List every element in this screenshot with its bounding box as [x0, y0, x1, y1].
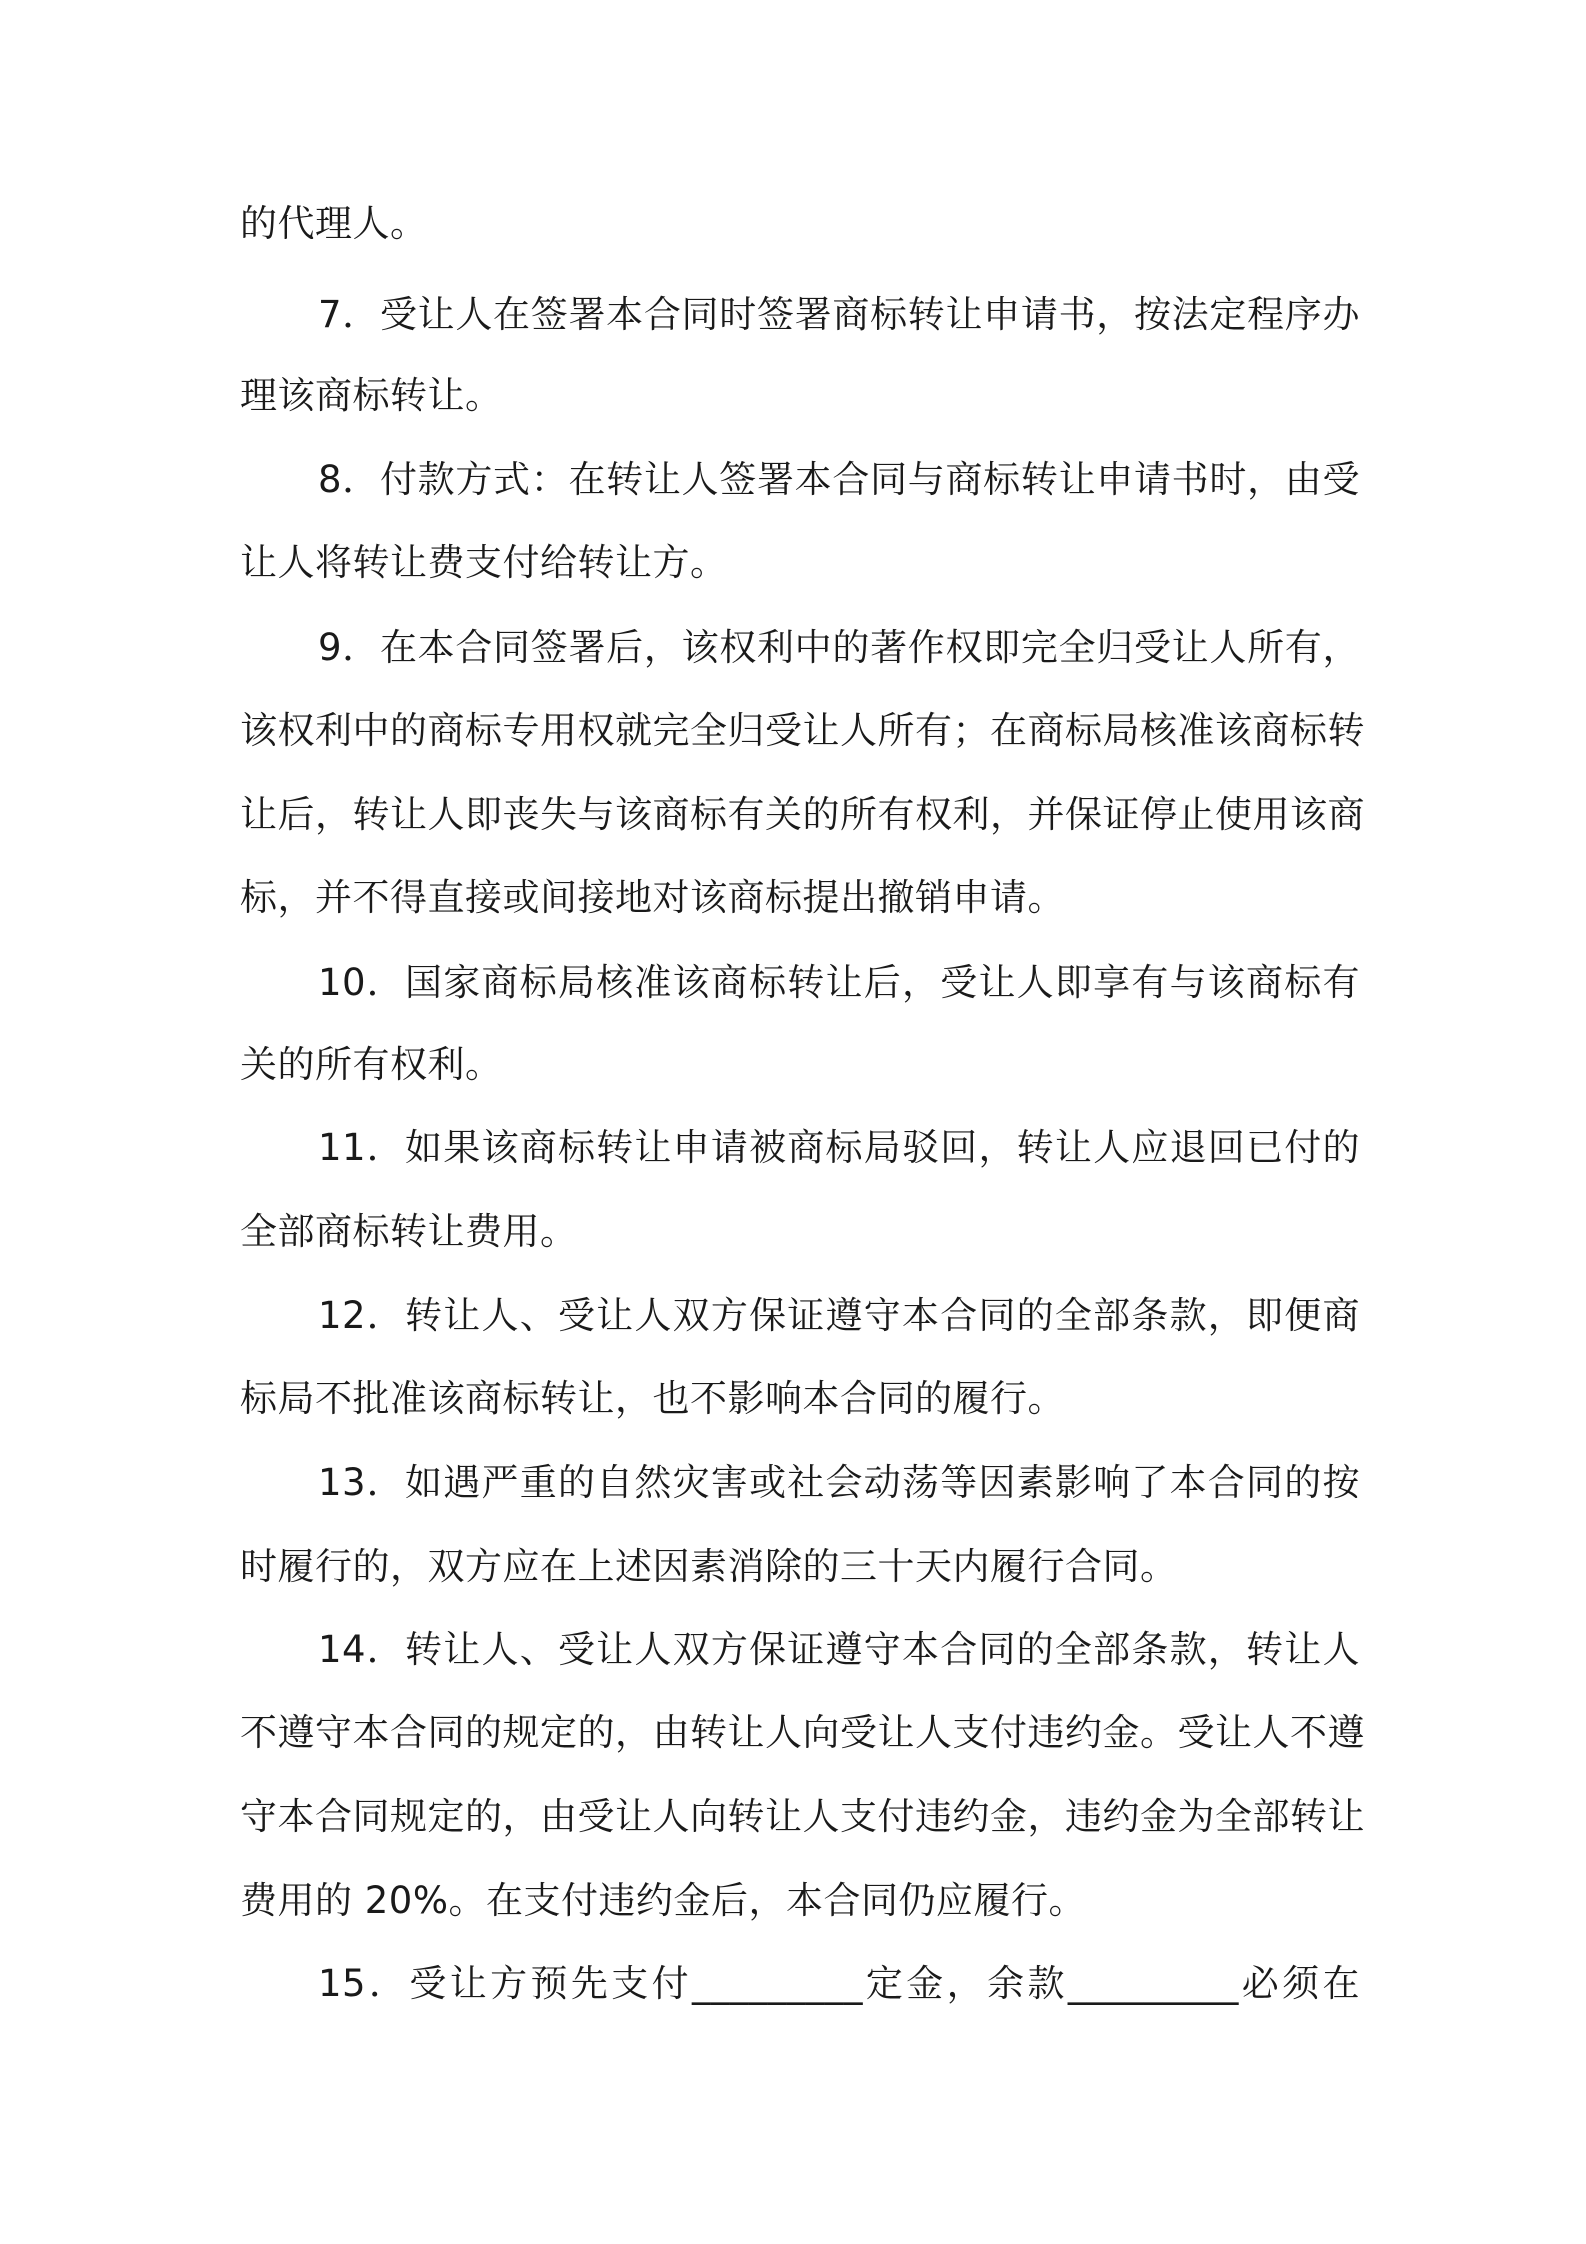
- clause-13-line-2: 时履行的，双方应在上述因素消除的三十天内履行合同。: [240, 1545, 1178, 1588]
- clause-9-line-2: 该权利中的商标专用权就完全归受让人所有；在商标局核准该商标转: [240, 709, 1365, 752]
- clause-8-line-1: 8．付款方式：在转让人签署本合同与商标转让申请书时，由受: [318, 458, 1360, 501]
- clause-13-line-1: 13．如遇严重的自然灾害或社会动荡等因素影响了本合同的按: [318, 1461, 1360, 1504]
- clause-7-line-2: 理该商标转让。: [240, 374, 503, 417]
- text-line: 的代理人。: [240, 202, 428, 245]
- clause-10-line-1: 10．国家商标局核准该商标转让后，受让人即享有与该商标有: [318, 961, 1360, 1004]
- clause-8-line-2: 让人将转让费支付给转让方。: [240, 541, 728, 584]
- clause-14-line-1: 14．转让人、受让人双方保证遵守本合同的全部条款，转让人: [318, 1628, 1360, 1671]
- clause-12-line-2: 标局不批准该商标转让，也不影响本合同的履行。: [240, 1377, 1065, 1420]
- clause-11-line-1: 11．如果该商标转让申请被商标局驳回，转让人应退回已付的: [318, 1126, 1360, 1169]
- clause-9-line-3: 让后，转让人即丧失与该商标有关的所有权利，并保证停止使用该商: [240, 793, 1365, 836]
- clause-9-line-4: 标，并不得直接或间接地对该商标提出撤销申请。: [240, 876, 1065, 919]
- clause-14-line-3: 守本合同规定的，由受让人向转让人支付违约金，违约金为全部转让: [240, 1795, 1365, 1838]
- clause-10-line-2: 关的所有权利。: [240, 1043, 503, 1086]
- clause-14-line-4: 费用的 20%。在支付违约金后，本合同仍应履行。: [240, 1879, 1086, 1922]
- clause-12-line-1: 12．转让人、受让人双方保证遵守本合同的全部条款，即便商: [318, 1294, 1360, 1337]
- clause-14-line-2: 不遵守本合同的规定的，由转让人向受让人支付违约金。受让人不遵: [240, 1711, 1365, 1754]
- clause-11-line-2: 全部商标转让费用。: [240, 1210, 578, 1253]
- clause-15-line-1: 15．受让方预先支付_________定金，余款_________必须在: [318, 1962, 1360, 2005]
- clause-9-line-1: 9．在本合同签署后，该权利中的著作权即完全归受让人所有，: [318, 626, 1360, 669]
- clause-7-line-1: 7．受让人在签署本合同时签署商标转让申请书，按法定程序办: [318, 293, 1360, 336]
